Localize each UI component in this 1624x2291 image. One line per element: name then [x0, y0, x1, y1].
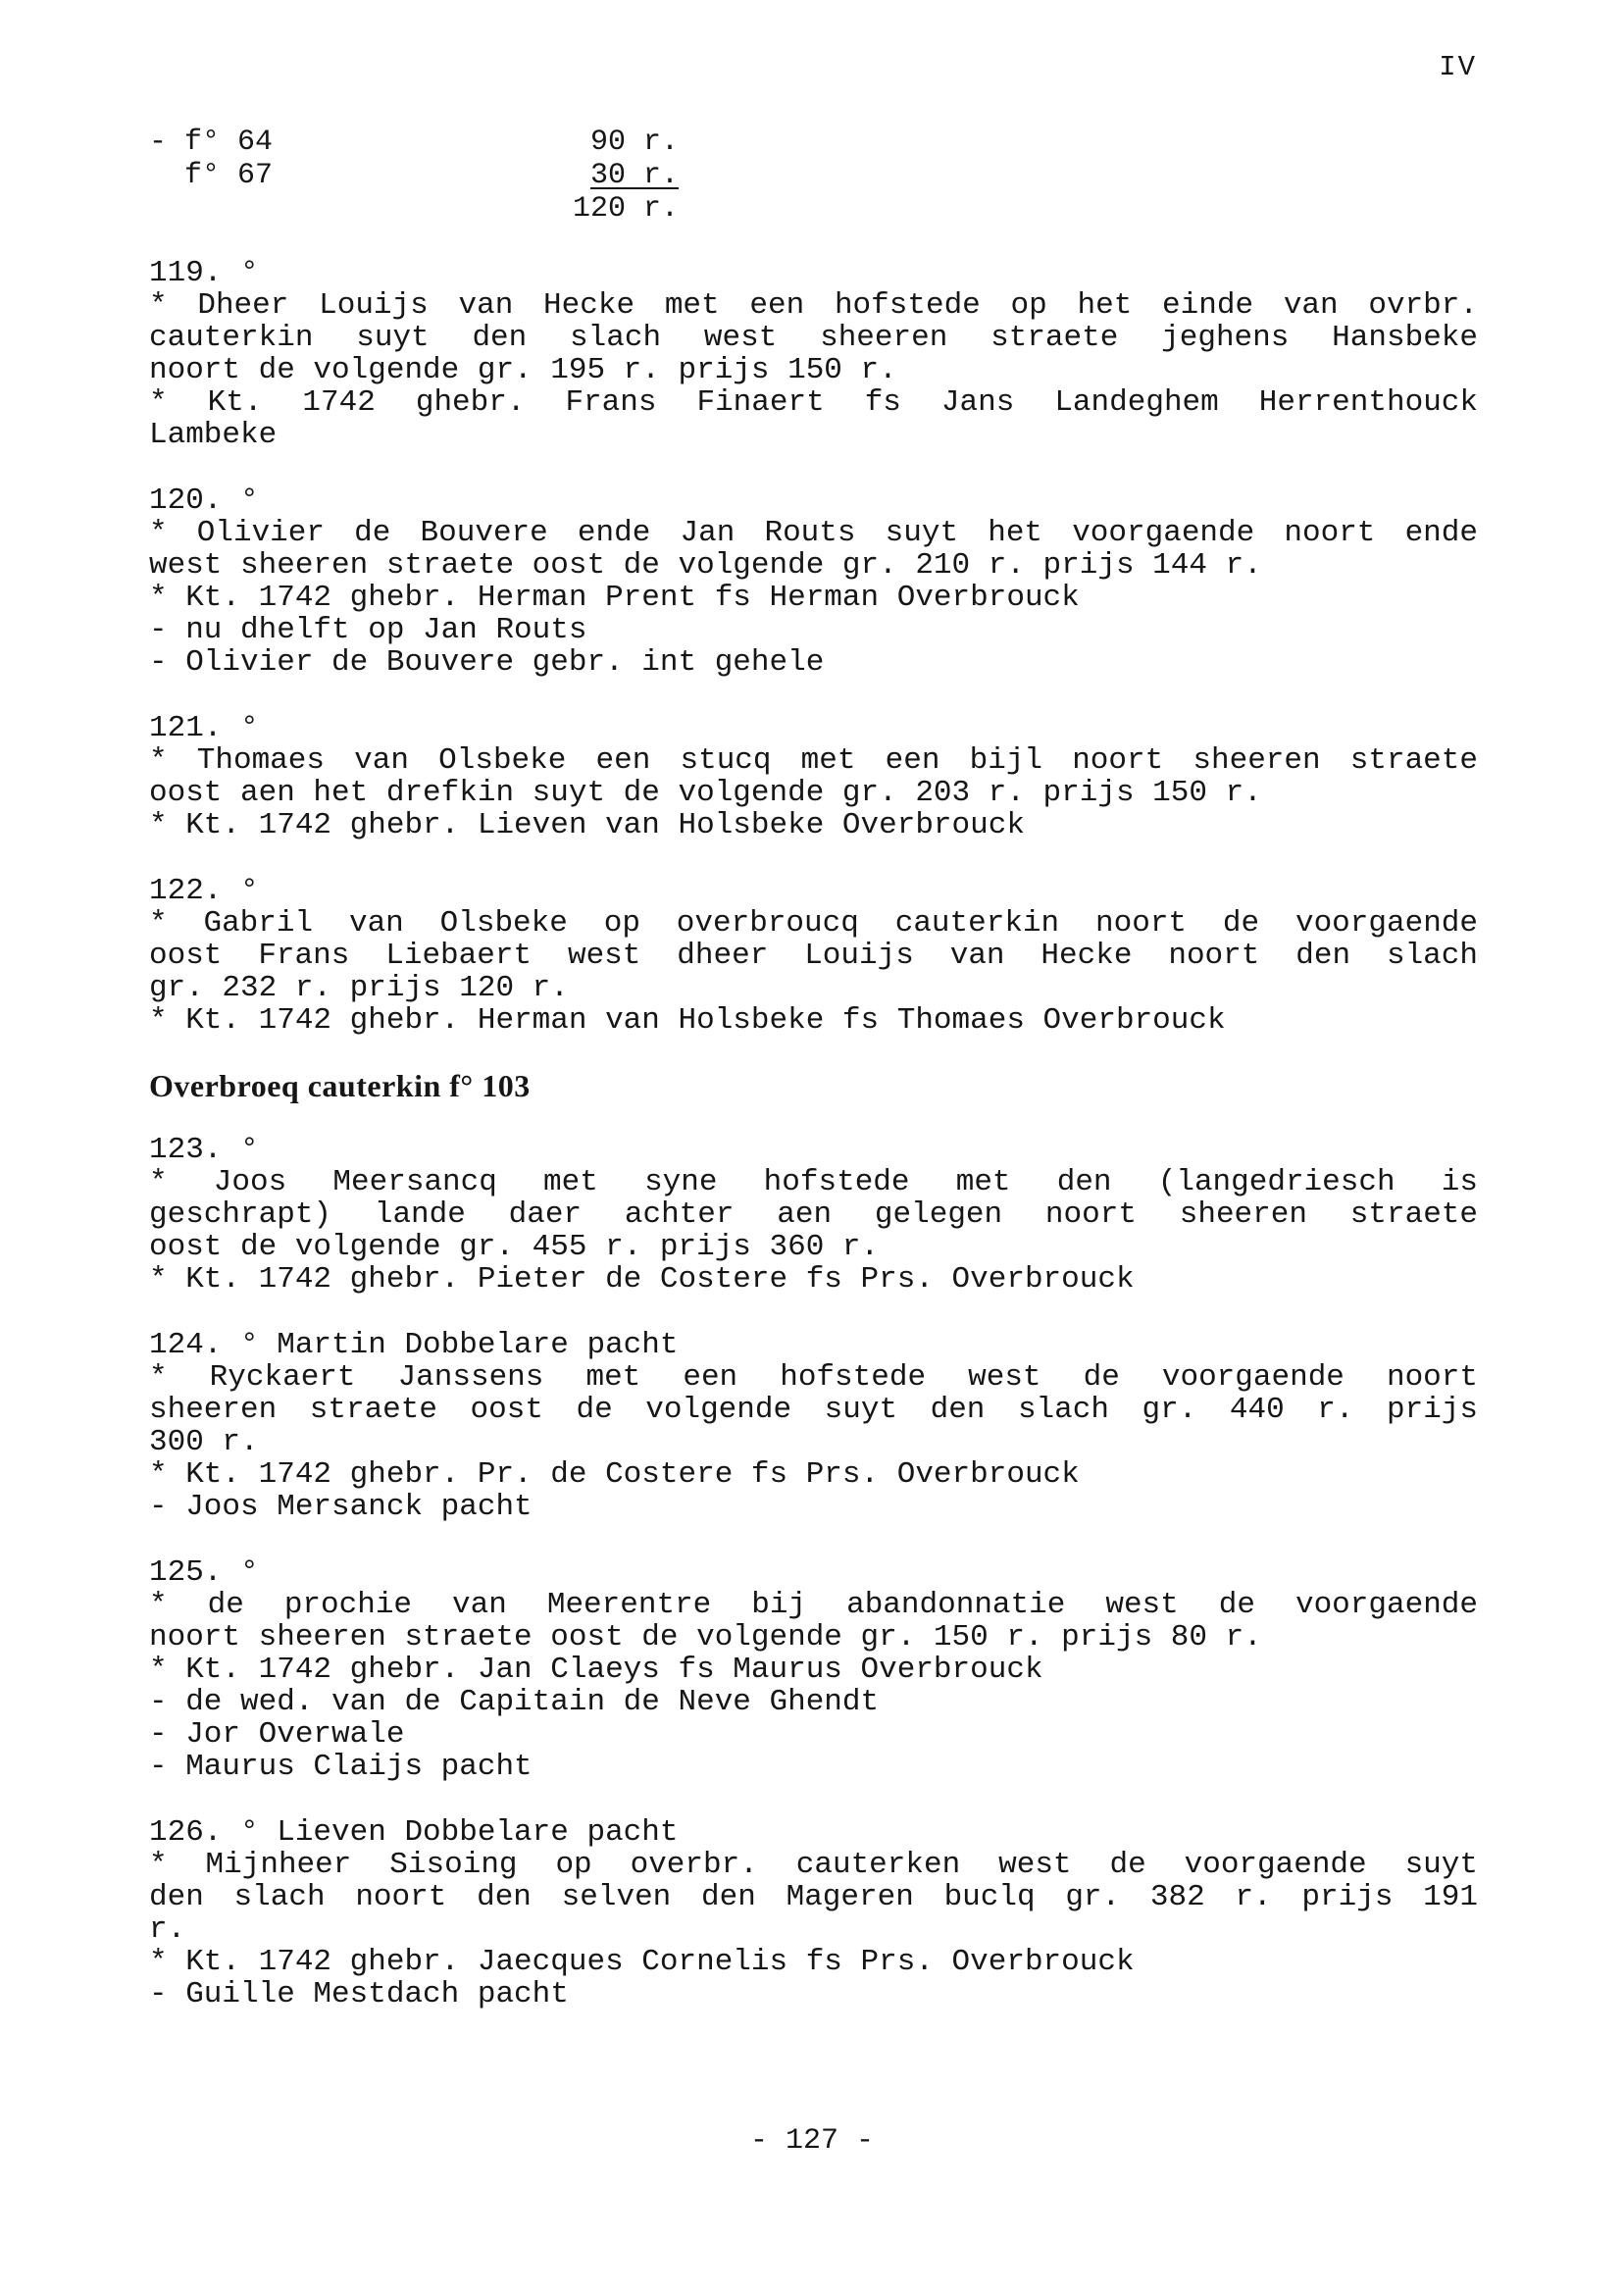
ledger-folio: f° 67 [149, 159, 274, 192]
entry-line: * de prochie van Meerentre bij abandonnatie west de voorgaende [149, 1588, 1478, 1622]
entries-before-section [149, 257, 1478, 1037]
section-heading: Overbroeq cauterkin f° 103 [149, 1068, 531, 1103]
entry-number: 121. ° [149, 711, 259, 745]
entry-block [149, 875, 1478, 1037]
entry-line: * Kt. 1742 ghebr. Lieven van Holsbeke Overbrouck [149, 808, 1025, 842]
entry-block [149, 257, 1478, 451]
entry-line: sheeren straete oost de volgende suyt den slach gr. 440 r. prijs [149, 1393, 1478, 1427]
entry-line: * Dheer Louijs van Hecke met een hofstede op het einde van ovrbr. [149, 288, 1478, 323]
entry-line: * Gabril van Olsbeke op overbroucq cauterkin noort de voorgaende [149, 906, 1478, 941]
entry-number: 122. ° [149, 874, 259, 908]
entry-block [149, 1556, 1478, 1783]
entry-line: den slach noort den selven den Mageren buclq gr. 382 r. prijs 191 [149, 1880, 1478, 1914]
entry-line: west sheeren straete oost de volgende gr. 210 r. prijs 144 r. [149, 548, 1262, 583]
entry-line: * Joos Meersancq met syne hofstede met den (langedriesch is [149, 1165, 1478, 1199]
entry-line: * Kt. 1742 ghebr. Herman Prent fs Herman Overbrouck [149, 581, 1080, 615]
entry-line: noort de volgende gr. 195 r. prijs 150 r. [149, 353, 897, 387]
ledger-amount: 30 r. [589, 159, 679, 192]
entry-line: * Olivier de Bouvere ende Jan Routs suyt het voorgaende noort ende [149, 516, 1478, 550]
entry-line: 300 r. [149, 1425, 259, 1459]
entry-line: oost aen het drefkin suyt de volgende gr. 203 r. prijs 150 r. [149, 776, 1262, 810]
ledger-row [149, 126, 679, 159]
entry-line: geschrapt) lande daer achter aen gelegen noort sheeren straete [149, 1197, 1478, 1232]
corner-label: IV [1439, 51, 1477, 83]
entry-block [149, 1816, 1478, 2011]
entry-line: - Olivier de Bouvere gebr. int gehele [149, 645, 825, 680]
entry-line: - nu dhelft op Jan Routs [149, 613, 587, 647]
ledger-amount: 90 r. [589, 126, 679, 159]
entry-line: - Guille Mestdach pacht [149, 1977, 569, 2011]
ledger-folio: - f° 64 [149, 126, 274, 159]
entry-line: - de wed. van de Capitain de Neve Ghendt [149, 1685, 880, 1719]
entry-line: * Thomaes van Olsbeke een stucq met een bijl noort sheeren straete [149, 743, 1478, 778]
entry-line: * Kt. 1742 ghebr. Herman van Holsbeke fs Thomaes Overbrouck [149, 1003, 1226, 1038]
entry-line: * Kt. 1742 ghebr. Jan Claeys fs Maurus Overbrouck [149, 1653, 1043, 1687]
entry-line: * Mijnheer Sisoing op overbr. cauterken west de voorgaende suyt [149, 1848, 1478, 1882]
entry-line: * Ryckaert Janssens met een hofstede west de voorgaende noort [149, 1360, 1478, 1395]
entry-number: 126. ° Lieven Dobbelare pacht [149, 1815, 679, 1850]
entry-line: cauterkin suyt den slach west sheeren straete jeghens Hansbeke [149, 321, 1478, 355]
entry-number: 123. ° [149, 1133, 259, 1167]
entry-block [149, 712, 1478, 841]
entry-line: gr. 232 r. prijs 120 r. [149, 971, 569, 1005]
entry-line: * Kt. 1742 ghebr. Jaecques Cornelis fs Prs. Overbrouck [149, 1945, 1135, 1979]
entry-number: 119. ° [149, 256, 259, 290]
entry-line: oost de volgende gr. 455 r. prijs 360 r. [149, 1230, 880, 1264]
entry-block [149, 484, 1478, 679]
entry-block [149, 1329, 1478, 1523]
entry-line: oost Frans Liebaert west dheer Louijs van Hecke noort den slach [149, 939, 1478, 973]
ledger-total-row [149, 192, 679, 226]
entry-line: * Kt. 1742 ghebr. Pr. de Costere fs Prs. Overbrouck [149, 1457, 1080, 1492]
entry-line: * Kt. 1742 ghebr. Pieter de Costere fs Prs. Overbrouck [149, 1262, 1135, 1297]
entry-number: 125. ° [149, 1555, 259, 1590]
entry-block [149, 1134, 1478, 1296]
entry-number: 124. ° Martin Dobbelare pacht [149, 1328, 679, 1362]
page-number: - 127 - [749, 2124, 875, 2158]
entry-line: noort sheeren straete oost de volgende gr. 150 r. prijs 80 r. [149, 1620, 1262, 1655]
entry-line: - Jor Overwale [149, 1717, 405, 1752]
document-body [149, 257, 1478, 2044]
entries-after-section [149, 1134, 1478, 2011]
ledger-summation [149, 126, 679, 226]
ledger-row [149, 159, 679, 192]
entry-line: * Kt. 1742 ghebr. Frans Finaert fs Jans Landeghem Herrenthouck [149, 385, 1478, 420]
entry-line: - Maurus Claijs pacht [149, 1750, 533, 1784]
entry-line: - Joos Mersanck pacht [149, 1490, 533, 1524]
entry-number: 120. ° [149, 484, 259, 518]
entry-line: Lambeke [149, 418, 278, 452]
ledger-total: 120 r. [572, 192, 679, 226]
entry-line: r. [149, 1912, 186, 1947]
